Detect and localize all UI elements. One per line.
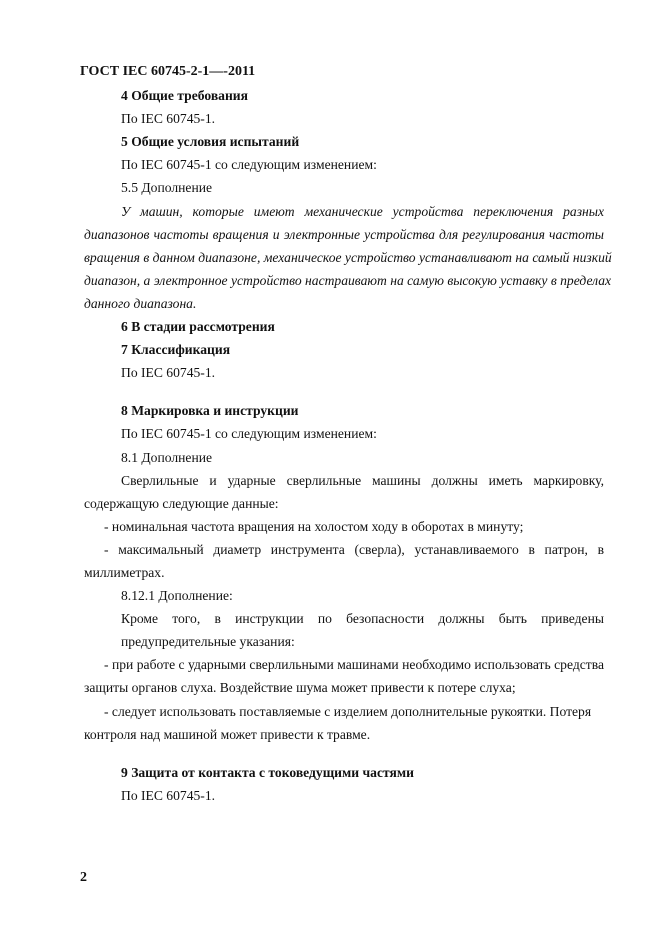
section-4-text: По IEC 60745-1. <box>121 111 216 126</box>
section-7-heading: 7 Классификация <box>121 342 231 357</box>
section-9-heading: 9 Защита от контакта с токоведущими частями <box>121 765 414 780</box>
section-5-5-line: диапазон, а электронное устройство настраивают на самую высокую уставку в пределах <box>84 273 612 288</box>
section-8-12-1-line: предупредительные указания: <box>121 634 295 649</box>
section-8-12-1-heading: 8.12.1 Дополнение: <box>121 588 233 603</box>
page-number: 2 <box>80 870 87 885</box>
document-title: ГОСТ IEC 60745-2-1—-2011 <box>80 64 256 79</box>
section-5-5-line: У машин, которые имеют механические устройства переключения разных <box>121 204 604 219</box>
section-5-5-line: вращения в данном диапазоне, механическое устройство устанавливают на самый низкий <box>84 250 612 265</box>
section-8-text: По IEC 60745-1 со следующим изменением: <box>121 426 377 441</box>
list-item: - при работе с ударными сверлильными машинами необходимо использовать средства <box>104 657 604 672</box>
section-5-heading: 5 Общие условия испытаний <box>121 134 300 149</box>
list-item: - следует использовать поставляемые с изделием дополнительные рукоятки. Потеря <box>104 704 592 719</box>
list-item: - максимальный диаметр инструмента (сверла), устанавливаемого в патрон, в <box>104 542 604 557</box>
section-8-1-line: Сверлильные и ударные сверлильные машины должны иметь маркировку, <box>121 473 604 488</box>
section-4-heading: 4 Общие требования <box>121 88 248 103</box>
section-5-5-heading: 5.5 Дополнение <box>121 180 213 195</box>
section-5-text: По IEC 60745-1 со следующим изменением: <box>121 157 377 172</box>
list-item: - номинальная частота вращения на холостом ходу в оборотах в минуту; <box>104 519 524 534</box>
list-item-continuation: миллиметрах. <box>84 565 165 580</box>
list-item-continuation: защиты органов слуха. Воздействие шума может привести к потере слуха; <box>84 680 516 695</box>
section-7-text: По IEC 60745-1. <box>121 365 216 380</box>
section-8-12-1-line: Кроме того, в инструкции по безопасности должны быть приведены <box>121 611 604 626</box>
section-5-5-line: диапазонов частоты вращения и электронные устройства для регулирования частоты <box>84 227 604 242</box>
section-5-5-line: данного диапазона. <box>84 296 197 311</box>
section-8-heading: 8 Маркировка и инструкции <box>121 403 299 418</box>
section-6-heading: 6 В стадии рассмотрения <box>121 319 275 334</box>
list-item-continuation: контроля над машиной может привести к травме. <box>84 727 371 742</box>
section-8-1-line: содержащую следующие данные: <box>84 496 279 511</box>
section-8-1-heading: 8.1 Дополнение <box>121 450 213 465</box>
section-9-text: По IEC 60745-1. <box>121 788 216 803</box>
